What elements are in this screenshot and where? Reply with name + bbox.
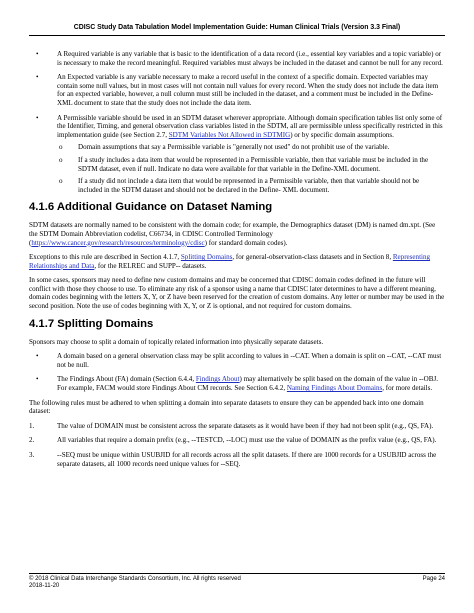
sub-list-item (29, 156, 445, 173)
circle-bullet-icon: o (59, 155, 63, 164)
permissible-variable-text: A Permissible variable should be used in an SDTM dataset wherever appropriate. Although domain specification tables list only some of the Identifier, Timing, and general observation class variables listed in the SDTM, all are permissible unless specifically restricted in this implementation guide (see Section 2.7, (57, 113, 443, 139)
split-cat-text: A domain based on a general observation class may be split according to values in --CAT. When a domain is split on --CAT, --CAT must not be null. (57, 352, 442, 369)
list-item (29, 375, 445, 392)
list-item (29, 73, 445, 107)
sub-item-text: Domain assumptions that say a Permissible variable is "generally not used" do not prohibit use of the variable. (78, 143, 390, 152)
findings-about-text: The Findings About (FA) domain (Section 6.4.4, (57, 375, 196, 384)
splitting-domains-link[interactable]: Splitting Domains (180, 253, 233, 262)
list-item (29, 114, 445, 140)
paragraph-text: SDTM datasets are normally named to be consistent with the domain code; for example, the Demographics dataset (DM) is named dm.xpt. (See the SDTM Domain Abbreviation codelist, C66734, in CDISC Controlled Terminology ( (29, 221, 436, 247)
paragraph: Sponsors may choose to split a domain of topically related information into physically separate datasets. (29, 337, 324, 346)
paragraph: The following rules must be adhered to when splitting a domain into separate datasets to ensure they can be appended back into one domain dataset: (29, 398, 424, 416)
sub-item-text: If a study includes a data item that would be represented in a Permissible variable, then that variable must be included in the SDTM dataset, even if null. Indicate no data were available for that variable in the Define-XML document. (78, 155, 429, 173)
rule-text: The value of DOMAIN must be consistent across the separate datasets as it would have been if they had not been split (e.g., QS, FA). (57, 421, 434, 430)
page-number: Page 24 (422, 576, 445, 582)
required-variable-text: A Required variable is any variable that is basic to the identification of a data record (i.e., essential key variables and a topic variable) or is necessary to make the record meaningful. Required variables must always be included in the dataset and cannot be null for any record. (57, 50, 443, 67)
expected-variable-text: An Expected variable is any variable necessary to make a record useful in the context of a specific domain. Expected variables may contain some null values, but in most cases will not contain null values for every record. When the study does not include the data item for an expected variable, however, a null column must still be included in the dataset, and a comment must be included in the Define-XML document to state that the study does not include the data item. (57, 73, 439, 107)
running-header: CDISC Study Data Tabulation Model Implementation Guide: Human Clinical Trials (Version 3.3 Final) (29, 24, 445, 36)
item-number: 1. (29, 421, 35, 430)
paragraph (29, 253, 445, 270)
sub-list-item (29, 143, 445, 152)
paragraph-text: ) for standard domain codes). (204, 238, 288, 247)
page-body (29, 50, 445, 474)
rule-text: All variables that require a domain prefix (e.g., --TESTCD, --LOC) must use the value of DOMAIN as the prefix value (e.g., QS, FA). (57, 436, 437, 445)
numbered-item (29, 451, 445, 468)
sdtm-variables-not-allowed-link[interactable]: SDTM Variables Not Allowed in SDTMIG (168, 130, 291, 139)
item-number: 2. (29, 436, 35, 445)
rule-text: --SEQ must be unique within USUBJID for all records across all the split datasets. If there are 1000 records for a USUBJID across the separate datasets, all 1000 records need unique values for --SEQ. (57, 451, 437, 468)
bullet-icon: • (36, 352, 39, 361)
representing-relationships-link[interactable]: Representing Relationships and Data (29, 253, 431, 270)
bullet-icon: • (36, 375, 39, 384)
page-footer (29, 573, 445, 591)
paragraph (29, 221, 445, 247)
findings-about-link[interactable]: Findings About (195, 375, 240, 384)
naming-findings-about-link[interactable]: Naming Findings About Domains (286, 384, 383, 393)
permissible-variable-text-end: ) or by specific domain assumptions. (290, 130, 394, 139)
numbered-item (29, 422, 445, 431)
circle-bullet-icon: o (59, 177, 63, 186)
bullet-icon: • (36, 73, 39, 82)
circle-bullet-icon: o (59, 143, 63, 152)
findings-about-text: , for more details. (382, 384, 433, 393)
cdisc-terminology-link[interactable]: https://www.cancer.gov/research/resources/terminology/cdisc (31, 238, 205, 247)
findings-about-text: ) may alternatively be split based on the domain of the value in --OBJ. For example, FACM would store Findings About CM records. See Section 6.4.2, (57, 375, 438, 393)
bullet-icon: • (36, 50, 39, 58)
sub-list-item (29, 177, 445, 194)
section-heading-4-1-6: 4.1.6 Additional Guidance on Dataset Naming (29, 201, 273, 214)
paragraph-text: , for the RELREC and SUPP-- datasets. (94, 261, 207, 270)
section-heading-4-1-7: 4.1.7 Splitting Domains (29, 317, 154, 330)
paragraph: In some cases, sponsors may need to define new custom domains and may be concerned that CDISC domain codes defined in the future will conflict with those they choose to use. To eliminate any risk of a sponsor using a name that CDISC later determines to have a different meaning, domain codes beginning with the letters X, Y, or Z have been reserved for the creation of custom domains. Any letter or number may be used in the second position. Note the use of codes beginning with X, Y, or Z is optional, and not required for custom domains. (29, 276, 445, 311)
bullet-icon: • (36, 113, 39, 122)
list-item (29, 50, 445, 67)
footer-date: 2018-11-20 (29, 583, 60, 590)
copyright-text: © 2018 Clinical Data Interchange Standards Consortium, Inc. All rights reserved (29, 576, 241, 582)
numbered-item (29, 436, 445, 445)
sub-item-text: If a study did not include a data item that would be represented in a Permissible variable, then that variable should not be included in the SDTM dataset and should not be declared in the Define- XML document. (78, 177, 420, 194)
paragraph-text: , for general-observation-class datasets and in Section 8, (232, 253, 393, 262)
item-number: 3. (29, 451, 35, 459)
list-item (29, 352, 445, 369)
paragraph-text: Exceptions to this rule are described in Section 4.1.7, (29, 253, 181, 262)
